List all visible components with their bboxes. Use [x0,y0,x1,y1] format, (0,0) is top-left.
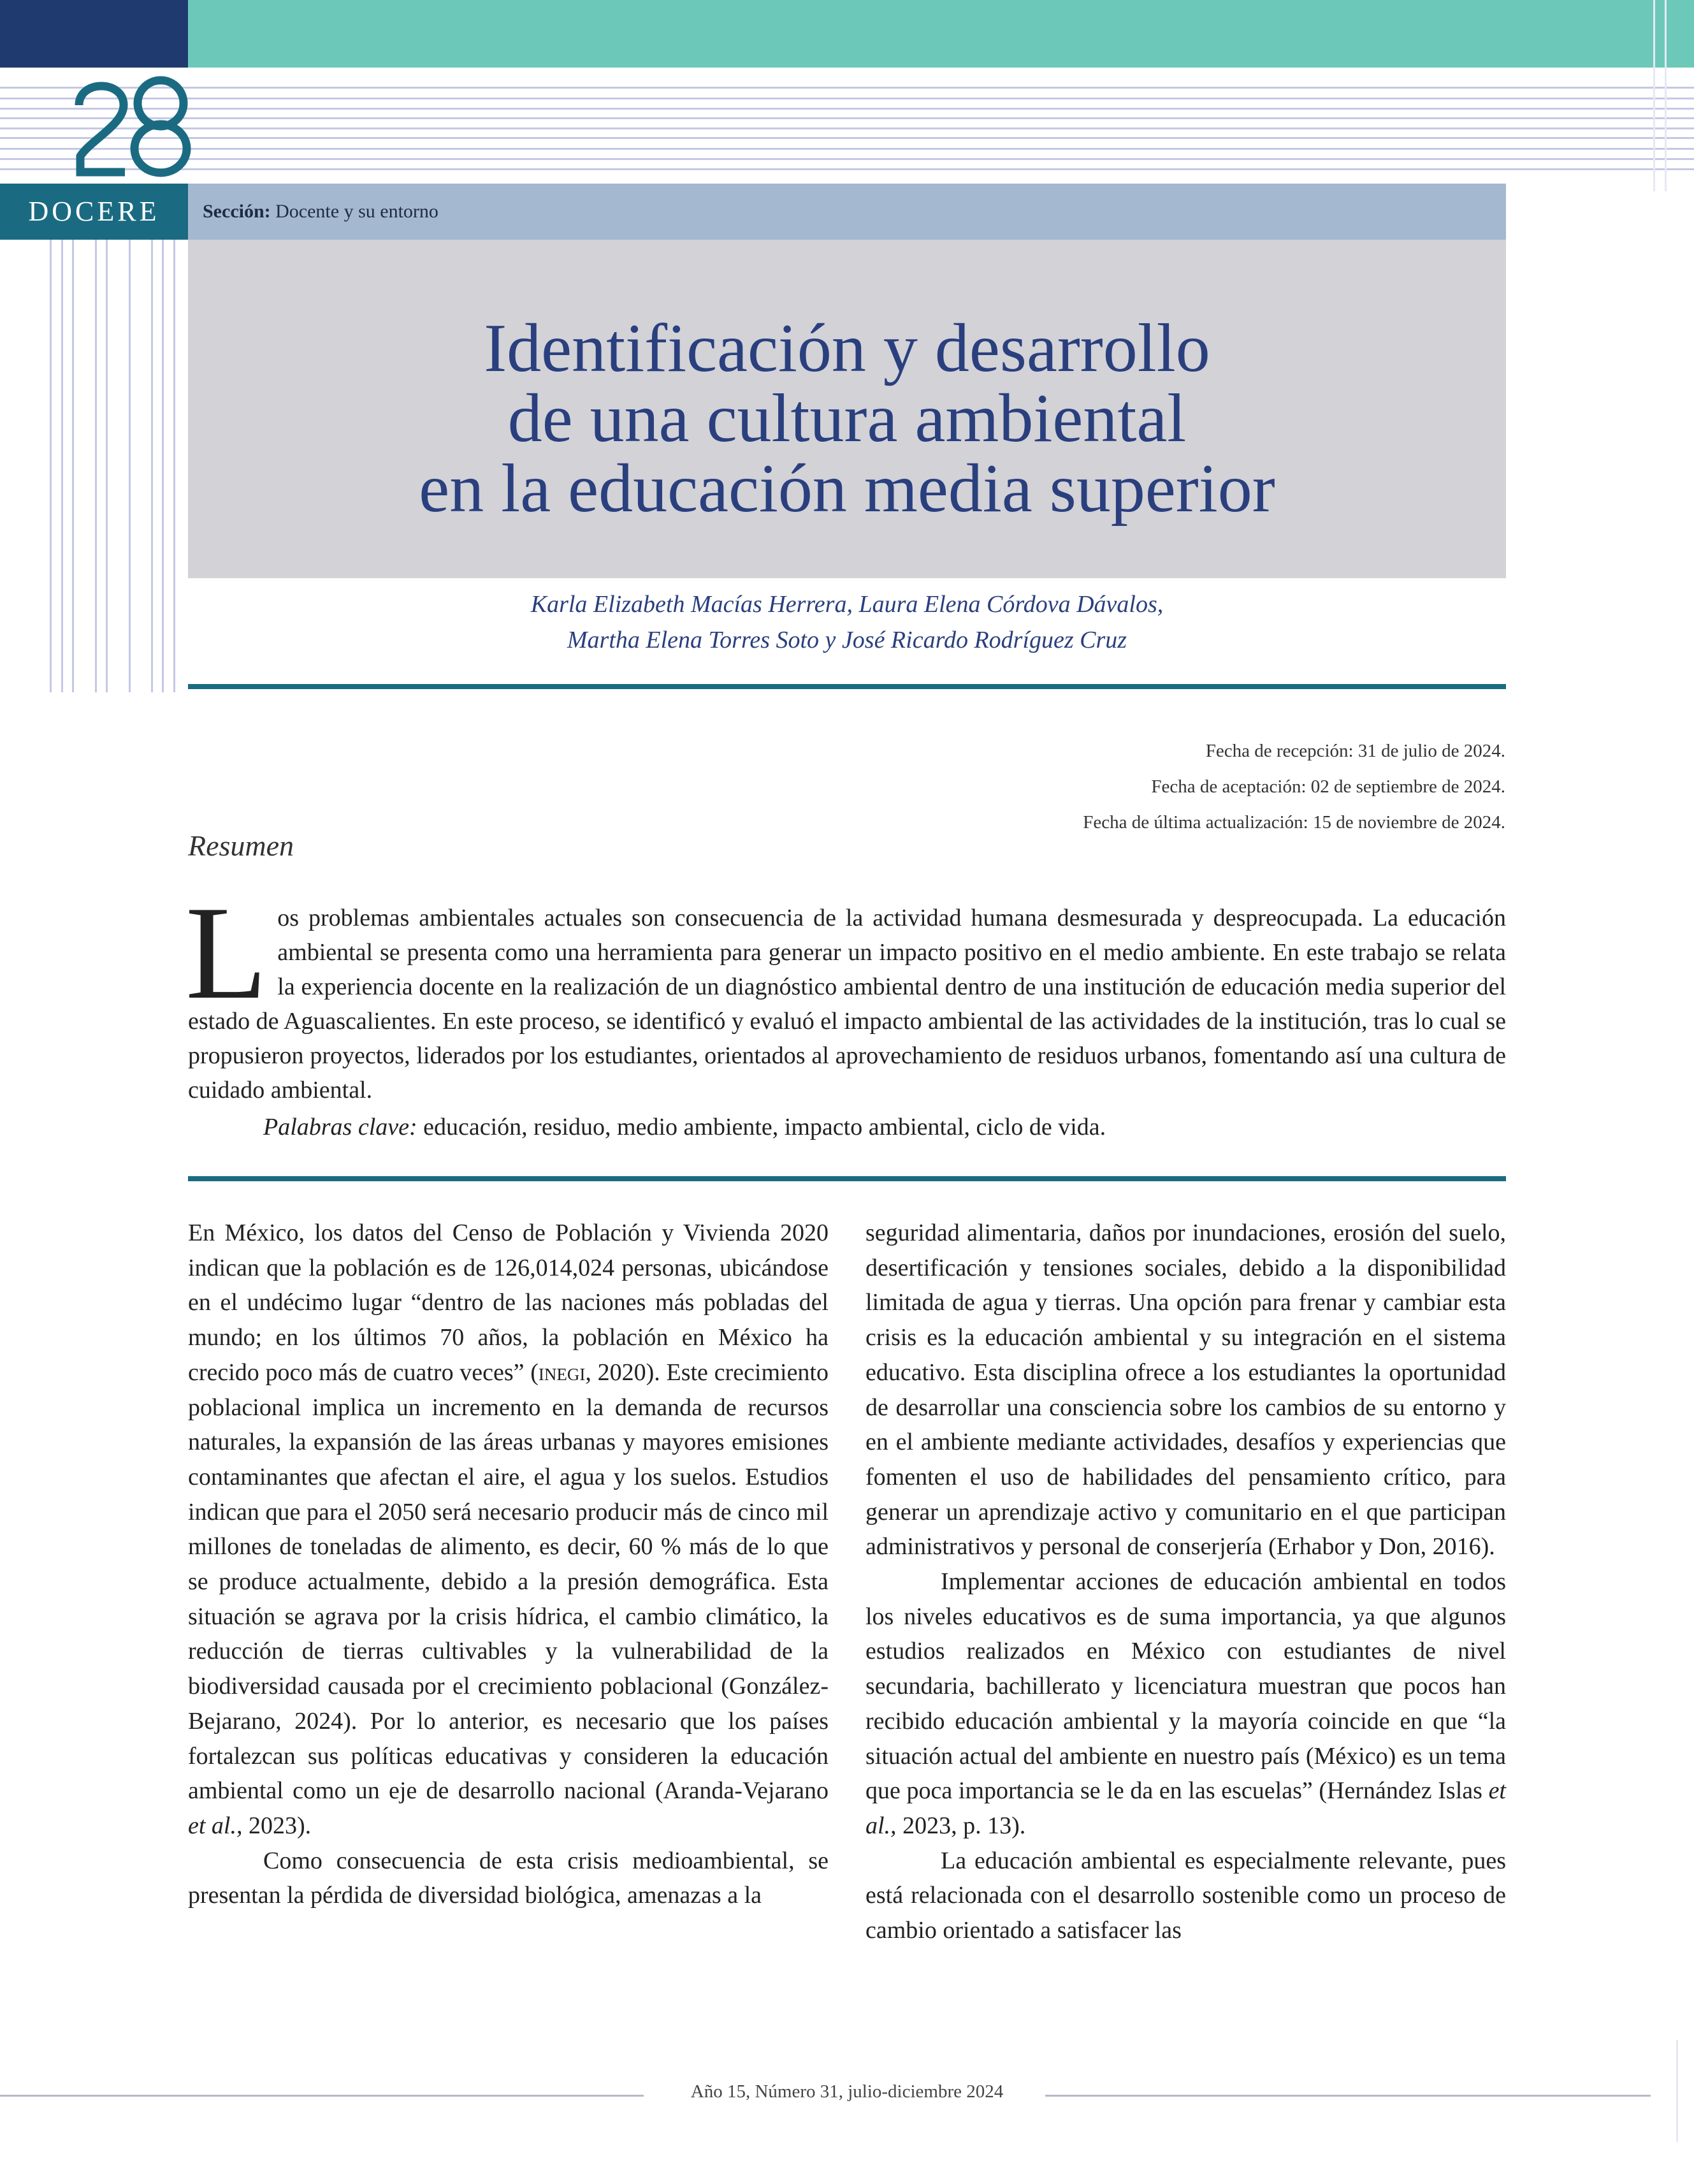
body-column-right [865,1216,1506,1948]
paragraph: Implementar acciones de educación ambiental en todos los niveles educativos es de suma importancia, ya que algunos estudios realizados en México con estudiantes de nivel secundaria, bachillerato y licenciatura muestran que pocos han recibido educación ambiental y la mayoría coincide en que “la situación actual del ambiente en nuestro país (México) es un tema que poca importancia se le da en las escuelas” (Hernández Islas et al., 2023, p. 13). [865,1568,1506,1839]
svg-text:28: 28 [71,70,72,71]
title-line: de una cultura ambiental [507,381,1187,456]
acronym: inegi [538,1358,586,1386]
paragraph: seguridad alimentaria, daños por inundaciones, erosión del suelo, desertificación y tensiones sociales, debido a la disponibilidad limitada de agua y tierras. Una opción para frenar y cambiar esta crisis es la educación ambiental y su integración en el sistema educativo. Esta disciplina ofrece a los estudiantes la oportunidad de desarrollar una consciencia sobre los cambios de su entorno y en el ambiente mediante actividades, desafíos y experiencias que fomenten el uso de habilidades del pensamiento crítico, para generar un aprendizaje activo y comunitario en el que participan administrativos y personal de conserjería (Erhabor y Don, 2016). [865,1219,1506,1561]
journal-name: DOCERE [28,196,160,227]
authors-line: Karla Elizabeth Macías Herrera, Laura Elena Córdova Dávalos, [530,591,1164,618]
abstract-text: os problemas ambientales actuales son consecuencia de la actividad humana desmesurada y despreocupada. La educación ambiental se presenta como una herramienta para generar un impacto positivo en el medio ambiente. En este trabajo se relata la experiencia docente en la realización de un diagnóstico ambiental dentro de una institución de educación media superior del estado de Aguascalientes. En este proceso, se identificó y evaluó el impacto ambiental de las actividades de la institución, tras lo cual se propusieron proyectos, liderados por los estudiantes, orientados al aprovechamiento de residuos urbanos, fomentando así una cultura de cuidado ambiental. [188,905,1506,1103]
paragraph: La educación ambiental es especialmente relevante, pues está relacionada con el desarrollo sostenible como un proceso de cambio orientado a satisfacer las [865,1847,1506,1944]
paragraph: Como consecuencia de esta crisis medioambiental, se presentan la pérdida de diversidad biológica, amenazas a la [188,1847,829,1909]
drop-cap: L [185,879,268,1027]
title-line: en la educación media superior [419,451,1275,527]
paragraph: En México, los datos del Censo de Población y Vivienda 2020 indican que la población es de 126,014,024 personas, ubicándose en el undécimo lugar “dentro de las naciones más pobladas del mundo; en los últimos 70 años, la población en México ha crecido poco más de cuatro veces” (inegi, 2020). Este crecimiento poblacional implica un incremento en la demanda de recursos naturales, la expansión de las áreas urbanas y mayores emisiones contaminantes que afectan el aire, el agua y los suelos. Estudios indican que para el 2050 será necesario producir más de cinco mil millones de toneladas de alimento, es decir, 60 % más de lo que se produce actualmente, debido a la presión demográfica. Esta situación se agrava por la crisis hídrica, el cambio climático, la reducción de tierras cultivables y la vulnerabilidad de la biodiversidad causada por el crecimiento poblacional (González-Bejarano, 2024). Por lo anterior, es necesario que los países fortalezcan sus políticas educativas y consideren la educación ambiental como un eje de desarrollo nacional (Aranda-Vejarano et al., 2023). [188,1219,829,1839]
divider-rule [188,1176,1506,1181]
title-line: Identificación y desarrollo [484,310,1210,386]
section-name: Docente y su entorno [275,201,438,222]
body-column-left [188,1216,829,1913]
keywords [188,1110,1506,1144]
date-accepted: Fecha de aceptación: 02 de septiembre de 2024. [1151,776,1505,797]
header-navy-band [0,0,188,68]
keywords-list: educación, residuo, medio ambiente, impacto ambiental, ciclo de vida. [423,1114,1106,1140]
header-teal-band [188,0,1694,68]
section-label: Sección: [203,201,271,222]
section-info [203,184,438,240]
date-updated: Fecha de última actualización: 15 de noviembre de 2024. [1083,812,1505,833]
keywords-label: Palabras clave: [263,1114,417,1140]
article-dates [1083,733,1505,840]
date-received: Fecha de recepción: 31 de julio de 2024. [1205,741,1505,761]
page-number [71,70,192,182]
footer-issue: Año 15, Número 31, julio-diciembre 2024 [690,2081,1004,2102]
abstract [185,879,1506,1107]
authors [188,586,1506,658]
divider-rule [188,684,1506,689]
authors-line: Martha Elena Torres Soto y José Ricardo Rodríguez Cruz [567,627,1127,653]
article-title [188,310,1506,527]
abstract-heading: Resumen [188,829,294,862]
